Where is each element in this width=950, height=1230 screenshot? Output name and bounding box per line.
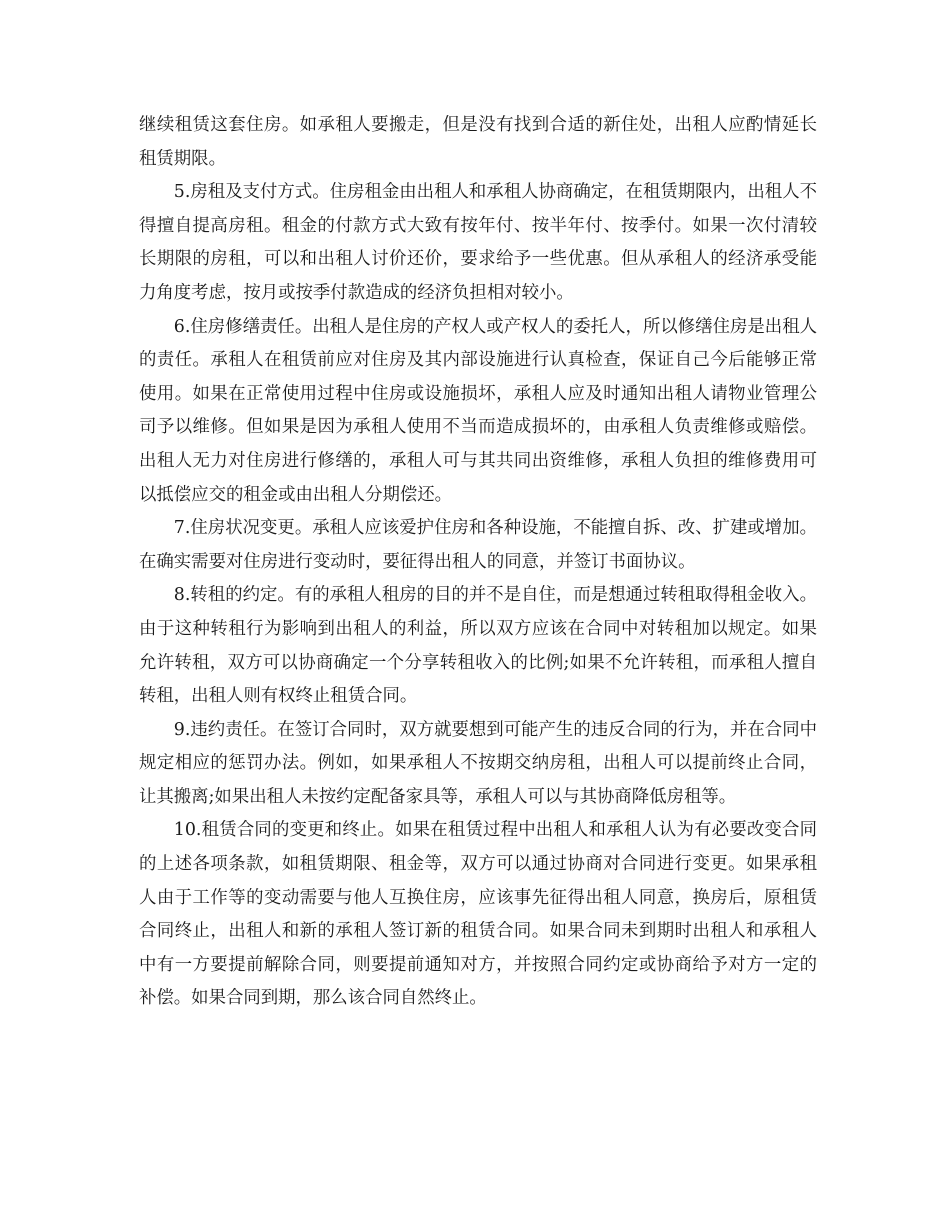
paragraph-item-6-repair-responsibility: 6.住房修缮责任。出租人是住房的产权人或产权人的委托人，所以修缮住房是出租人的责任。承租人在租赁前应对住房及其内部设施进行认真检查，保证自己今后能够正常使用。如果在正常使用过程中住房或设施损坏，承租人应及时通知出租人请物业管理公司予以维修。但如果是因为承租人使用不当而造成损坏的，由承租人负责维修或赔偿。出租人无力对住房进行修缮的，承租人可与其共同出资维修，承租人负担的维修费用可以抵偿应交的租金或由出租人分期偿还。 xyxy=(139,316,817,505)
paragraph-item-7-housing-change: 7.住房状况变更。承租人应该爱护住房和各种设施，不能擅自拆、改、扩建或增加。在确实需要对住房进行变动时，要征得出租人的同意，并签订书面协议。 xyxy=(139,518,817,572)
paragraph-item-5-rent-payment: 5.房租及支付方式。住房租金由出租人和承租人协商确定，在租赁期限内，出租人不得擅自提高房租。租金的付款方式大致有按年付、按半年付、按季付。如果一次付清较长期限的房租，可以和出租人讨价还价，要求给予一些优惠。但从承租人的经济承受能力角度考虑，按月或按季付款造成的经济负担相对较小。 xyxy=(139,182,817,303)
document-body xyxy=(139,109,817,1016)
paragraph-continuation: 继续租赁这套住房。如承租人要搬走，但是没有找到合适的新住处，出租人应酌情延长租赁期限。 xyxy=(139,115,817,169)
paragraph-item-9-breach-liability: 9.违约责任。在签订合同时，双方就要想到可能产生的违反合同的行为，并在合同中规定相应的惩罚办法。例如，如果承租人不按期交纳房租，出租人可以提前终止合同，让其搬离;如果出租人未按约定配备家具等，承租人可以与其协商降低房租等。 xyxy=(139,719,817,807)
paragraph-item-10-contract-change-termination: 10.租赁合同的变更和终止。如果在租赁过程中出租人和承租人认为有必要改变合同的上述各项条款，如租赁期限、租金等，双方可以通过协商对合同进行变更。如果承租人由于工作等的变动需要与他人互换住房，应该事先征得出租人同意，换房后，原租赁合同终止，出租人和新的承租人签订新的租赁合同。如果合同未到期时出租人和承租人中有一方要提前解除合同，则要提前通知对方，并按照合同约定或协商给予对方一定的补偿。如果合同到期，那么该合同自然终止。 xyxy=(139,820,817,1009)
paragraph-item-8-sublease: 8.转租的约定。有的承租人租房的目的并不是自住，而是想通过转租取得租金收入。由于这种转租行为影响到出租人的利益，所以双方应该在合同中对转租加以规定。如果允许转租，双方可以协商确定一个分享转租收入的比例;如果不允许转租，而承租人擅自转租，出租人则有权终止租赁合同。 xyxy=(139,585,817,707)
